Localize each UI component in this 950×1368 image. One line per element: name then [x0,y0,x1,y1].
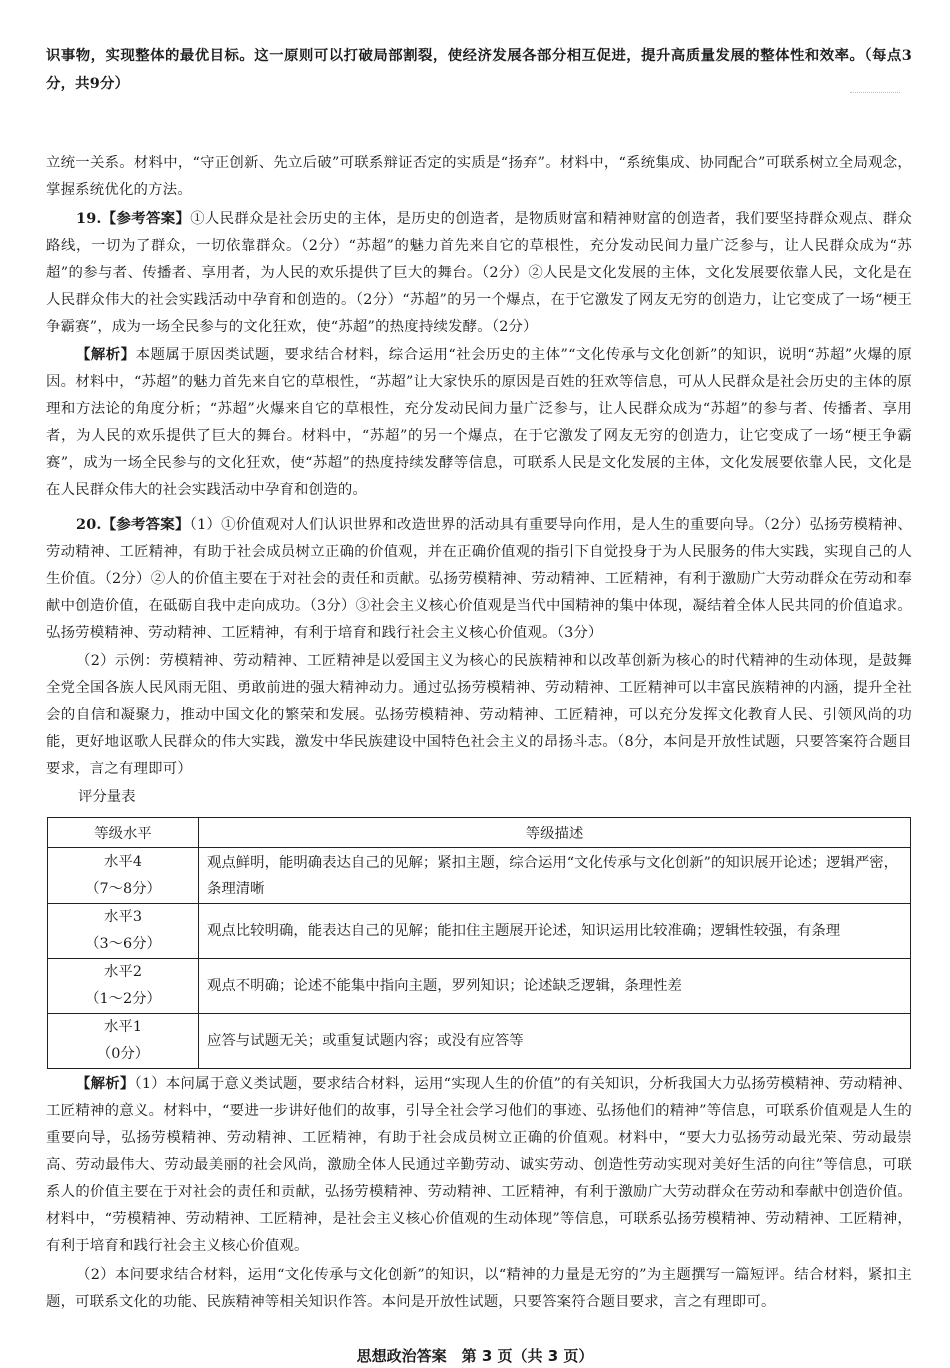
q20-analysis-1 [46,1070,912,1260]
q20-answer-1 [46,511,912,647]
rubric-level: 水平2 （1～2分） [48,959,199,1014]
page-footer: 思想政治答案 第 3 页（共 3 页） [356,1347,594,1365]
continuation-analysis: 立统一关系。材料中，“守正创新、先立后破”可联系辩证否定的实质是“扬弃”。材料中，“系统集成、协同配合”可联系树立全局观念，掌握系统优化的方法。 [46,155,912,198]
rubric-header-level: 等级水平 [48,818,199,848]
rubric-table [47,817,911,1069]
rubric-header-row [48,818,911,848]
rubric-desc: 观点比较明确，能表达自己的见解；能扣住主题展开论述，知识运用比较准确；逻辑性较强，有条理 [199,904,911,959]
q20-answer-2: （2）示例：劳模精神、劳动精神、工匠精神是以爱国主义为核心的民族精神和以改革创新为核心的时代精神的生动体现，是鼓舞全党全国各族人民风雨无阻、勇敢前进的强大精神动力。通过弘扬劳模精神、劳动精神、工匠精神可以丰富民族精神的内涵，提升全社会的自信和凝聚力，推动中国文化的繁荣和发展。弘扬劳模精神、劳动精神、工匠精神，可以充分发挥文化教育人民、引领风尚的功能，更好地讴歌人民群众的伟大实践，激发中华民族建设中国特色社会主义的昂扬斗志。（8分，本问是开放性试题，只要答案符合题目要求，言之有理即可） [46,653,912,777]
q19-analysis-head: 【解析】 [76,346,136,363]
rubric-desc: 观点鲜明，能明确表达自己的见解；紧扣主题，综合运用“文化传承与文化创新”的知识展开论述；逻辑严密，条理清晰 [199,848,911,904]
q20-answer-1-text: （1）①价值观对人们认识世界和改造世界的活动具有重要导向作用，是人生的重要向导。（2分）弘扬劳模精神、劳动精神、工匠精神，有助于社会成员树立正确的价值观，并在正确价值观的指引下自觉投身于为人民服务的伟大实践，实现自己的人生价值。（2分）②人的价值主要在于对社会的责任和贡献。弘扬劳模精神、劳动精神、工匠精神，有利于激励广大劳动群众在劳动和奉献中创造价值，在砥砺自我中走向成功。（3分）③社会主义核心价值观是当代中国精神的集中体现，凝结着全体人民共同的价值追求。弘扬劳模精神、劳动精神、工匠精神，有利于培育和践行社会主义核心价值观。（3分） [46,517,912,641]
q20-analysis-2: （2）本问要求结合材料，运用“文化传承与文化创新”的知识，以“精神的力量是无穷的”为主题撰写一篇短评。结合材料，紧扣主题，可联系文化的功能、民族精神等相关知识作答。本问是开放性试题，只要答案符合题目要求，言之有理即可。 [46,1267,912,1310]
q20-analysis-1-text: （1）本问属于意义类试题，要求结合材料，运用“实现人生的价值”的有关知识，分析我国大力弘扬劳模精神、劳动精神、工匠精神的意义。材料中，“要进一步讲好他们的故事，引导全社会学习他们的事迹、弘扬他们的精神”等信息，可联系价值观是人生的重要向导，弘扬劳模精神、劳动精神、工匠精神，有助于社会成员树立正确的价值观。材料中，“要大力弘扬劳动最光荣、劳动最崇高、劳动最伟大、劳动最美丽的社会风尚，激励全体人民通过辛勤劳动、诚实劳动、创造性劳动实现对美好生活的向往”等信息，可联系人的价值主要在于对社会的责任和贡献，弘扬劳模精神、劳动精神、工匠精神，有利于激励广大劳动群众在劳动和奉献中创造价值。材料中，“劳模精神、劳动精神、工匠精神，是社会主义核心价值观的生动体现”等信息，可联系弘扬劳模精神、劳动精神、工匠精神，有利于培育和践行社会主义核心价值观。 [46,1076,912,1254]
rubric-level: 水平3 （3～6分） [48,904,199,959]
q19-head: 19.【参考答案】 [76,210,191,227]
q19-analysis [46,341,912,504]
q19-answer [46,205,912,341]
rubric-desc: 应答与试题无关；或重复试题内容；或没有应答等 [199,1014,911,1069]
q20-analysis-head: 【解析】 [76,1075,135,1092]
q19-analysis-text: 本题属于原因类试题，要求结合材料，综合运用“社会历史的主体”“文化传承与文化创新”的知识，说明“苏超”火爆的原因。材料中，“苏超”的魅力首先来自它的草根性，“苏超”让大家快乐的原因是百姓的狂欢等信息，可从人民群众是社会历史的主体的原理和方法论的角度分析；“苏超”火爆来自它的草根性，充分发动民间力量广泛参与，让人民群众成为“苏超”的参与者、传播者、享用者，为人民的欢乐提供了巨大的舞台。材料中，“苏超”的另一个爆点，在于它激发了网友无穷的创造力，让它变成了一场“梗王争霸赛”，成为一场全民参与的文化狂欢，使“苏超”的热度持续发酵等信息，可联系人民是文化发展的主体，文化发展要依靠人民，文化是在人民群众伟大的社会实践活动中孕育和创造的。 [46,347,912,498]
rubric-level: 水平4 （7～8分） [48,848,199,904]
table-row [48,1014,911,1069]
q19-answer-text: ①人民群众是社会历史的主体，是历史的创造者，是物质财富和精神财富的创造者，我们要坚持群众观点、群众路线，一切为了群众，一切依靠群众。（2分）“苏超”的魅力首先来自它的草根性，充分发动民间力量广泛参与，让人民群众成为“苏超”的参与者、传播者、享用者，为人民的欢乐提供了巨大的舞台。（2分）②人民是文化发展的主体，文化发展要依靠人民，文化是在人民群众伟大的社会实践活动中孕育和创造的。（2分）“苏超”的另一个爆点，在于它激发了网友无穷的创造力，让它变成了一场“梗王争霸赛”，成为一场全民参与的文化狂欢，使“苏超”的热度持续发酵。（2分） [46,211,912,335]
rubric-level: 水平1 （0分） [48,1014,199,1069]
q20-head: 20.【参考答案】 [76,516,190,533]
table-row [48,904,911,959]
table-row [48,959,911,1014]
continuation-top: 识事物，实现整体的最优目标。这一原则可以打破局部割裂，使经济发展各部分相互促进，提升高质量发展的整体性和效率。（每点3分，共9分） [46,47,912,92]
rubric-desc: 观点不明确；论述不能集中指向主题，罗列知识；论述缺乏逻辑，条理性差 [199,959,911,1014]
rubric-header-desc: 等级描述 [199,818,911,848]
table-row [48,848,911,904]
scan-artifact [850,92,900,99]
rubric-label: 评分量表 [78,789,136,805]
